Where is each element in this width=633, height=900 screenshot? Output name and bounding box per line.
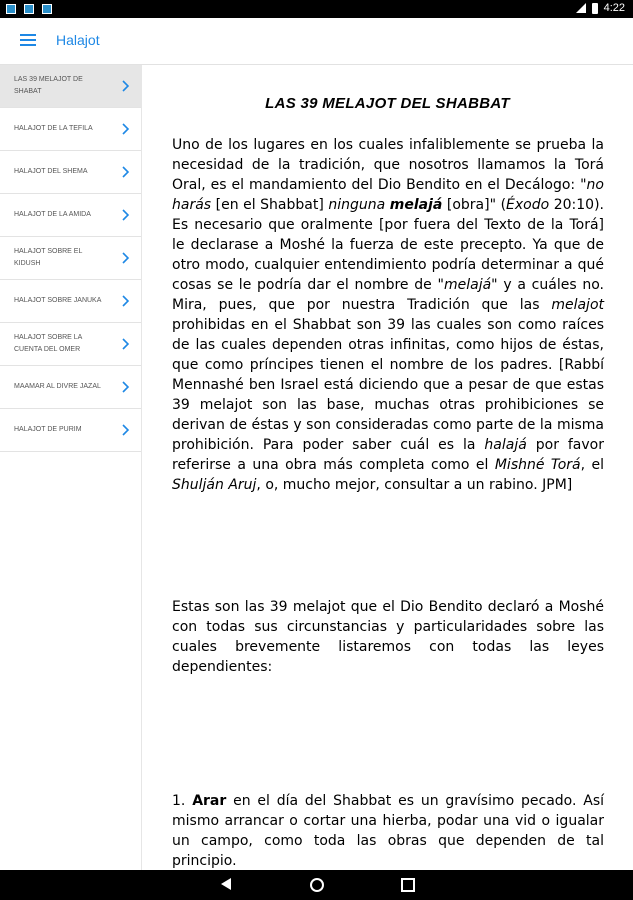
sidebar-item[interactable] xyxy=(0,151,141,194)
hamburger-menu-icon[interactable] xyxy=(20,34,36,46)
text-run: ninguna xyxy=(328,197,386,213)
sidebar-item[interactable] xyxy=(0,108,141,151)
sidebar xyxy=(0,65,142,870)
content-pane xyxy=(142,65,633,870)
text-run: " y a cuáles no. Mira, pues, que por nuestra Tradición que las xyxy=(172,277,604,313)
text-run: 20:10). Es necesario que oralmente [por fuera del Texto de la Torá] le declarase a Moshé la fuerza de este precepto. Ya que de otro modo, cualquier entendimiento podría determinar a qué cosas se le podría dar el nombre de " xyxy=(172,197,605,293)
chevron-right-icon xyxy=(120,252,131,264)
text-run: 1. xyxy=(172,793,193,809)
back-icon[interactable] xyxy=(221,878,231,890)
sidebar-item[interactable] xyxy=(0,194,141,237)
text-run: en el día del Shabbat es un gravísimo pecado. Así mismo arrancar o cortar una hierba, podar una vid o igualar un campo, como toda las obras que dependen de tal principio. xyxy=(172,793,605,869)
notification-icon xyxy=(24,4,34,14)
text-run: Arar xyxy=(192,793,227,809)
sidebar-item[interactable] xyxy=(0,237,141,280)
status-bar xyxy=(0,0,633,18)
sidebar-item-label: MAAMAR AL DIVRE JAZAL xyxy=(14,383,101,390)
text-run: Éxodo xyxy=(506,197,550,213)
sidebar-item[interactable] xyxy=(0,65,141,108)
chevron-right-icon xyxy=(120,424,131,436)
app-title: Halajot xyxy=(56,32,100,48)
sidebar-item[interactable] xyxy=(0,409,141,452)
document-title: LAS 39 MELAJOT DEL SHABBAT xyxy=(265,95,510,112)
sidebar-item[interactable] xyxy=(0,280,141,323)
text-run: melajot xyxy=(551,297,604,313)
sidebar-item-label: HALAJOT DE LA TEFILA xyxy=(14,125,93,132)
text-run: Estas son las 39 melajot que el Dio Bendito declaró a Moshé con todas sus circunstancias y particularidades sobre las cuales brevemente listaremos con todas las leyes dependientes: xyxy=(172,599,604,675)
chevron-right-icon xyxy=(120,80,131,92)
status-time: 4:22 xyxy=(603,2,625,14)
chevron-right-icon xyxy=(120,295,131,307)
sidebar-item-label: LAS 39 MELAJOT DE SHABAT xyxy=(14,76,83,95)
sidebar-item-label: HALAJOT DE LA AMIDA xyxy=(14,211,91,218)
sidebar-item-label: HALAJOT SOBRE LA CUENTA DEL OMER xyxy=(14,334,82,353)
chevron-right-icon xyxy=(120,166,131,178)
paragraph-intro xyxy=(172,135,604,495)
paragraph-item-1 xyxy=(172,791,604,870)
battery-icon xyxy=(592,3,598,14)
text-run: Mishné Torá xyxy=(494,457,581,473)
text-run: no harás xyxy=(172,177,604,213)
recents-icon[interactable] xyxy=(401,878,415,892)
notification-icon xyxy=(6,4,16,14)
home-icon[interactable] xyxy=(310,878,324,892)
status-indicators xyxy=(576,2,625,14)
sidebar-item-label: HALAJOT DE PURIM xyxy=(14,426,82,433)
paragraph-list-intro xyxy=(172,597,604,677)
sidebar-item-label: HALAJOT DEL SHEMA xyxy=(14,168,88,175)
text-run: halajá xyxy=(484,437,527,453)
text-run: por favor referirse a una obra más completa como el xyxy=(172,437,604,473)
text-run: Shulján Aruj xyxy=(172,477,257,493)
sidebar-item[interactable] xyxy=(0,366,141,409)
chevron-right-icon xyxy=(120,123,131,135)
sidebar-item-label: HALAJOT SOBRE EL KIDUSH xyxy=(14,248,83,267)
chevron-right-icon xyxy=(120,209,131,221)
chevron-right-icon xyxy=(120,338,131,350)
navigation-bar xyxy=(0,870,633,900)
chevron-right-icon xyxy=(120,381,131,393)
text-run: [obra]" ( xyxy=(442,197,507,213)
text-run: prohibidas en el Shabbat son 39 las cuales son como raíces de las cuales dependen otras infinitas, como hijos de éstas, que como príncipes tienen el nombre de los padres. [Rabbí Mennashé ben Israel está diciendo que a pesar de que estas 39 melajot son las base, muchas otras prohibiciones se derivan de éstas y son consideradas como parte de la misma prohibición. Para poder saber cuál es la xyxy=(172,317,604,453)
notification-icons xyxy=(6,4,52,14)
text-run: melajá xyxy=(443,277,492,293)
text-run: , el xyxy=(580,457,605,473)
signal-icon xyxy=(576,3,586,13)
text-run: melajá xyxy=(389,197,443,213)
sidebar-item-label: HALAJOT SOBRE JANUKA xyxy=(14,297,102,304)
notification-icon xyxy=(42,4,52,14)
app-bar xyxy=(0,18,633,65)
text-run: Uno de los lugares en los cuales infaliblemente se prueba la necesidad de la tradición, que nosotros llamamos la Torá Oral, es el mandamiento del Dio Bendito en el Decálogo: " xyxy=(172,137,604,193)
text-run: , o, mucho mejor, consultar a un rabino. JPM] xyxy=(256,477,573,493)
text-run: [en el Shabbat] xyxy=(211,197,329,213)
sidebar-item[interactable] xyxy=(0,323,141,366)
